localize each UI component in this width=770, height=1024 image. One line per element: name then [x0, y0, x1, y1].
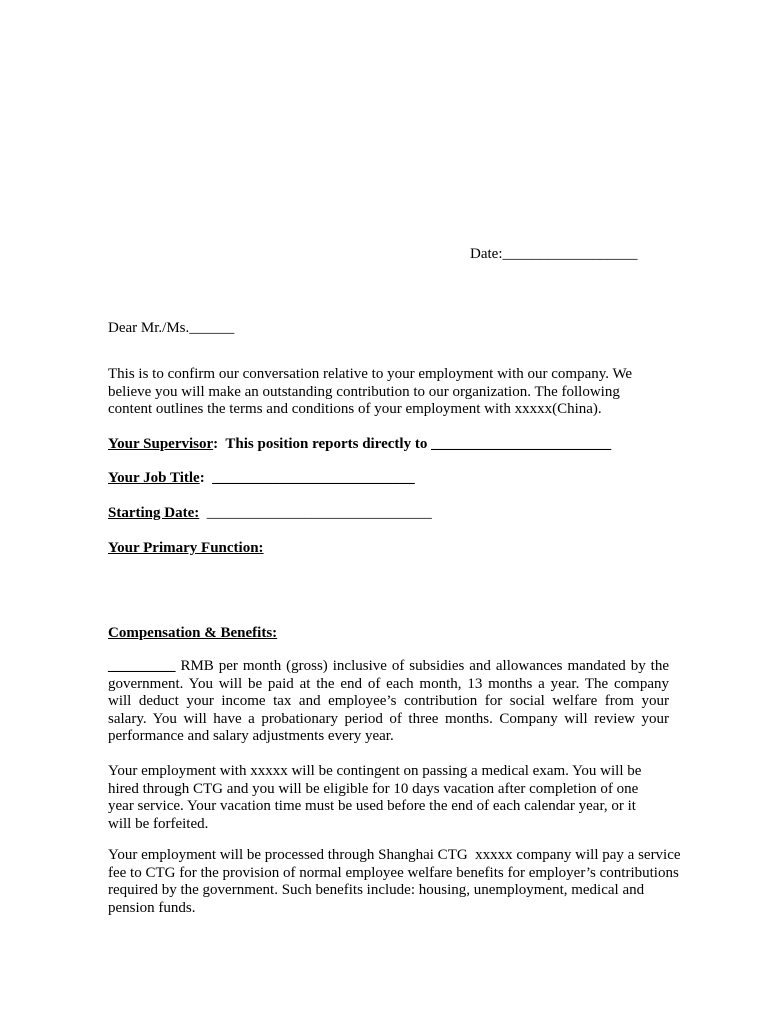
intro-paragraph: [108, 366, 632, 419]
salary-blank: _________: [108, 658, 176, 674]
salutation: Dear Mr./Ms.______: [108, 320, 235, 336]
compensation-line: salary. You will have a probationary period of three months. Company will review your: [108, 710, 669, 727]
compensation-line: government. You will be paid at the end of each month, 13 months a year. The company: [108, 675, 669, 692]
supervisor-text: : This position reports directly to ________________________: [213, 436, 612, 452]
medical-line: year service. Your vacation time must be used before the end of each calendar year, or it: [108, 798, 636, 814]
job-title-text: : ___________________________: [199, 470, 415, 486]
starting-date-label: Starting Date:: [108, 505, 200, 521]
primary-function-heading: Your Primary Function:: [108, 540, 264, 556]
compensation-line: [108, 658, 669, 676]
processing-line: pension funds.: [108, 899, 196, 916]
compensation-line-text: RMB per month (gross) inclusive of subsidies and allowances mandated by the: [175, 658, 669, 674]
supervisor-field: [108, 435, 611, 453]
processing-line: required by the government. Such benefits include: housing, unemployment, medical and: [108, 882, 645, 898]
intro-line: content outlines the terms and conditions of your employment with xxxxx(China).: [108, 401, 602, 417]
compensation-heading: Compensation & Benefits:: [108, 625, 278, 641]
compensation-paragraph: [108, 658, 669, 746]
compensation-line: will deduct your income tax and employee’s contribution for social welfare from your: [108, 693, 669, 709]
medical-line: hired through CTG and you will be eligible for 10 days vacation after completion of one: [108, 780, 639, 797]
supervisor-label: Your Supervisor: [108, 436, 214, 452]
medical-line: Your employment with xxxxx will be contingent on passing a medical exam. You will be: [108, 763, 642, 779]
processing-paragraph: [108, 847, 681, 917]
medical-paragraph: [108, 763, 641, 833]
job-title-label: Your Job Title: [108, 470, 200, 486]
medical-line: will be forfeited.: [108, 815, 209, 832]
compensation-line: performance and salary adjustments every year.: [108, 728, 394, 744]
starting-date-field: [108, 504, 432, 522]
starting-date-text: ______________________________: [199, 505, 432, 521]
processing-line: fee to CTG for the provision of normal employee welfare benefits for employer’s contributions: [108, 864, 679, 881]
job-title-field: [108, 469, 415, 487]
date-line: Date:__________________: [470, 246, 638, 262]
intro-line: This is to confirm our conversation relative to your employment with our company. We: [108, 366, 633, 382]
processing-line: Your employment will be processed through Shanghai CTG xxxxx company will pay a service: [108, 847, 681, 863]
intro-line: believe you will make an outstanding contribution to our organization. The following: [108, 383, 620, 400]
